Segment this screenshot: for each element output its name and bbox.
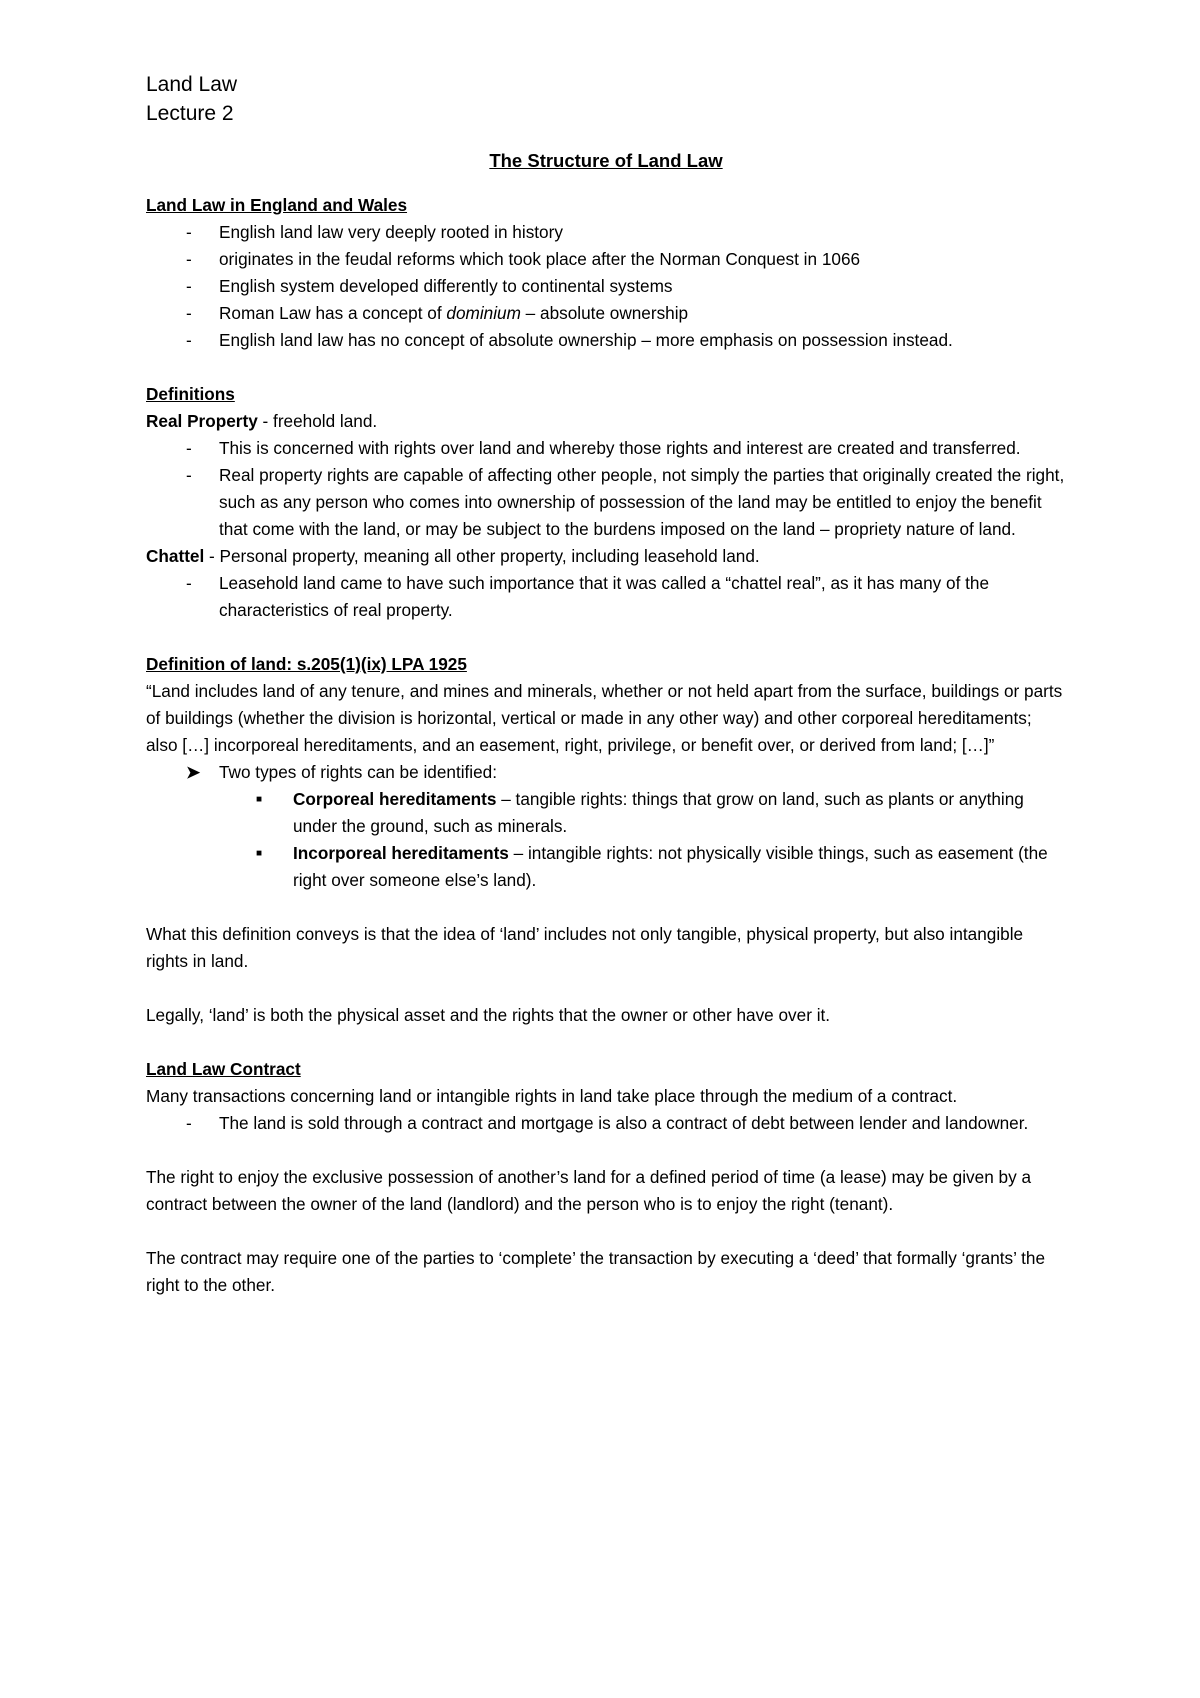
paragraph: The contract may require one of the parties to ‘complete’ the transaction by executing a ‘deed’ that formally ‘grants’ the right to the other. <box>146 1248 1046 1295</box>
list-item: - English system developed differently to continental systems <box>186 276 673 296</box>
dominium-term: dominium <box>446 303 521 323</box>
list-item: - Leasehold land came to have such importance that it was called a “chattel real”, as it has many of the characteristics of real property. <box>186 573 990 620</box>
list-item: - English land law has no concept of absolute ownership – more emphasis on possession instead. <box>186 330 953 350</box>
real-property-definition: Real Property - freehold land. <box>146 411 378 431</box>
paragraph: Many transactions concerning land or intangible rights in land take place through the medium of a contract. <box>146 1086 958 1106</box>
header-lecture: Lecture 2 <box>146 102 234 125</box>
arrow-right-icon: ➤ <box>186 762 201 782</box>
list-item: - This is concerned with rights over land and whereby those rights and interest are created and transferred. <box>186 438 1021 458</box>
list-item: ■ Incorporeal hereditaments – intangible rights: not physically visible things, such as easement (the right over someone else’s land). <box>146 840 1066 894</box>
document-page <box>146 70 1066 1299</box>
list-item: - originates in the feudal reforms which took place after the Norman Conquest in 1066 <box>186 249 861 269</box>
list-item: ■ Corporeal hereditaments – tangible rights: things that grow on land, such as plants or anything under the ground, such as minerals. <box>146 786 1066 840</box>
section-heading-definition-of-land: Definition of land: s.205(1)(ix) LPA 1925 <box>146 654 467 674</box>
section-heading-england-wales: Land Law in England and Wales <box>146 195 408 215</box>
statute-quote: “Land includes land of any tenure, and mines and minerals, whether or not held apart from the surface, buildings or parts of buildings (whether the division is horizontal, vertical or made in any other way) and other corporeal hereditaments; also […] incorporeal hereditaments, and an easement, right, privilege, or benefit over, or derived from land; […]” <box>146 681 1063 755</box>
list-item: - Real property rights are capable of affecting other people, not simply the parties that originally created the right, such as any person who comes into ownership of possession of the land may be entitled to enjoy the benefit that come with the land, or may be subject to the burdens imposed on the land – propriety nature of land. <box>186 465 1065 539</box>
section-heading-land-law-contract: Land Law Contract <box>146 1059 301 1079</box>
square-bullet-icon: ■ <box>256 794 263 805</box>
chattel-definition: Chattel - Personal property, meaning all other property, including leasehold land. <box>146 546 760 566</box>
list-item: - English land law very deeply rooted in history <box>186 222 563 242</box>
list-item: - The land is sold through a contract and mortgage is also a contract of debt between lender and landowner. <box>186 1113 1029 1133</box>
arrow-item: ➤ Two types of rights can be identified: <box>146 759 1066 786</box>
square-bullet-icon: ■ <box>256 848 263 859</box>
list-item: - Roman Law has a concept of dominium – absolute ownership <box>186 303 689 323</box>
paragraph: Legally, ‘land’ is both the physical asset and the rights that the owner or other have over it. <box>146 1005 831 1025</box>
section-heading-definitions: Definitions <box>146 384 235 404</box>
document-title: The Structure of Land Law <box>489 150 723 171</box>
paragraph: What this definition conveys is that the idea of ‘land’ includes not only tangible, physical property, but also intangible rights in land. <box>146 924 1024 971</box>
header-course: Land Law <box>146 73 238 96</box>
paragraph: The right to enjoy the exclusive possession of another’s land for a defined period of time (a lease) may be given by a contract between the owner of the land (landlord) and the person who is to enjoy the right (tenant). <box>146 1167 1032 1214</box>
